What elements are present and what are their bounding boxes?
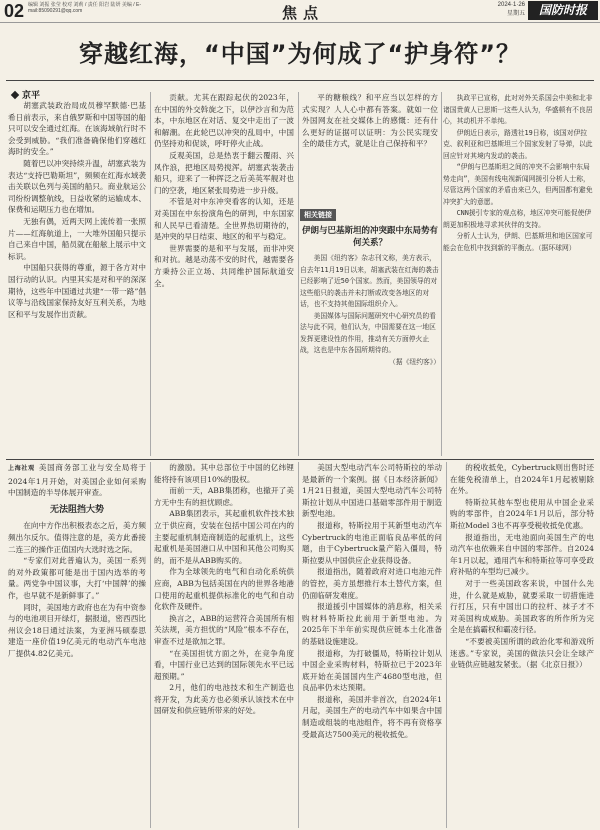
paragraph: 不管是对中东冲突看客的认知，还是对美国在中东扮演角色的研判，中东国家和人民早已看清楚。全世界热切期待的，是冲突的早日结束、地区的和平与稳定。 [154,197,294,242]
newspaper-logo: 国防时报 [528,1,598,20]
paragraph: 伊朗近日表示，路透社19日称，该国对伊拉克、叙利亚和巴基斯坦三个国家发射了导弹，以此回应针对其境内发动的袭击。 [443,128,593,160]
paragraph: “在美国担忧方面之外，在竞争角度看，中国行业已达到的国际领先水平已远超预期。” [154,648,294,681]
headline: 穿越红海，“中国”为何成了“护身符”？ [78,40,522,68]
paragraph: 贡献。尤其在跟踪起伏的2023年，在中国的外交斡旋之下，以伊沙言和为范本，中东地区在对话、复交中走出了一波和解潮。在此轮巴以冲突的乱局中，中国仍坚持劝和促谈，呼吁停火止战。 [154,93,294,149]
masthead [0,0,600,23]
paragraph: 换言之，ABB的运营符合美国所有相关法规，美方担忧的“风险”根本不存在，审查不过是欲加之罪。 [154,613,294,646]
column-divider [446,462,447,828]
paragraph: “不要被美国所谓的政治化零和游戏所迷惑。”专家说，美国的做法只会让全球产业链供应链越发紧张。（据《北京日报》） [450,636,594,670]
paragraph: 胡塞武装政治局成员穆罕默德·巴基希日前表示，来自俄罗斯和中国等国的船只可以安全通过红海。在该海域航行时不会受到威胁。“我们准备确保他们穿越红海时的安全。” [8,101,146,157]
paragraph: 中国船只获得的尊重，源于各方对中国行动的认识。内里其实是对和平的深深期待，这些年中国通过共建“一带一路”倡议等与沿线国家保持友好互利关系，为地区和平与发展作出贡献。 [8,263,146,319]
paragraph: 执政平已宣称，此对对外关系国会中美和北非诸国贵黄人已思斯一这些人认为，华盛顿有不良居心，其动机并不单纯。 [443,94,593,125]
paragraph: 报道称，美国并非首次，自2024年1月起，美国生产的电动汽车中如果含中国制造或组装的电池组件，将不再有资格享受最高达7500美元的税收抵免。 [302,694,442,739]
paragraph: “专家们对此普遍认为，美国一系列的对外政策都可能是出于国内选举的考量。两党争中国议事，大打‘中国牌’的操作，也早就不是新鲜事了。” [8,556,146,600]
paragraph: 随着巴以冲突持续升温，胡塞武装为表达“支持巴勒斯坦”，频频在红海水域袭击关联以色列与美国的船只。商业航运公司纷纷调整航线，日益收紧的运输成本、保费和运期压力也在增加。 [8,158,146,215]
editor-credits: 编辑 刘振 张莹 校对 刘莉 / 责任 阳岩 陆妍 美编 / E-mail:85090291@qq.com [28,2,142,14]
section-rule [6,459,594,460]
paragraph: CNN援引专家的观点称，地区冲突可能促使伊朗更加积极地寻求其伙伴的支持。 [443,209,592,229]
lower-column-2 [154,462,294,828]
paragraph: ABB集团表示，其起重机软件技术独立于供应商，安装在包括中国公司在内的主要起重机制造商制造的起重机上，这些起重机是美国港口从中国和其他公司购买的，而不是从ABB购买的。 [154,509,294,565]
subheading: 无法阻挡大势 [49,504,104,515]
paragraph [8,462,146,499]
paragraph: 报道称，为打破僵局，特斯拉计划从中国企业采购材料，特斯拉已于2023年底开始在美国国内生产4680型电池，但良品率仍未达预期。 [302,648,442,693]
lower-column-3 [302,462,442,828]
lower-column-1 [8,462,146,828]
paragraph: 美国媒体与国际问题研究中心研究员的看法与此不同，他们认为，中国需要在这一地区发挥更建设性的作用，推动有关方面停火止战，这也是中东各国所期待的。 [300,311,436,354]
article-column-1 [8,100,146,456]
paragraph: 美国《纽约客》杂志刊文称，美方表示，自去年11月19日以来，胡塞武装在红海的袭击已经影响了近50个国家。然而，美国领导的对这些船只的袭击并未打断或改变各地区的对话，也不支持其他国际组织介入。 [300,254,439,308]
related-link-text [300,253,440,368]
paragraph: 在向中方作出积极表态之后，美方频频出尔反尔。值得注意的是，美方此番接二连三的操作正值国内大选时选之际。 [8,521,146,554]
column-divider [150,462,151,828]
paragraph: 分析人士认为，伊朗、巴基斯坦和地区国家可能会在危机中找到新的平衡点。（据环球网） [443,232,593,252]
paragraph: 报道援引中国媒体的消息称，相关采购材料特斯拉此前用于新型电池。为2025年下半年前实现供应链本土化准备的基础设施建设。 [302,602,442,646]
paragraph: 报道指出，随着政府对进口电池元件的管控，美方虽想推行本土替代方案，但仍面临研发难度。 [302,567,442,600]
related-link-tag: 相关链接 [300,209,336,221]
paragraph: 反观美国，总是热衷于翻云覆雨、兴风作浪，把地区局势搅浑。胡塞武装袭击船只，迎来了一种挥泛之后美英军舰对也门的空袭，地区紧张局势进一步升级。 [154,150,294,195]
date: 2024·1·26 [497,2,525,8]
related-link-title: 伊朗与巴基斯坦的冲突跟中东局势有何关系？ [301,226,438,248]
paragraph: 美国大型电动汽车公司特斯拉的举动是最新的一个案例。据《日本经济新闻》1月21日报道，美国大型电动汽车公司特斯拉计划从中国进口基础零部件用于制造新型电池。 [302,463,442,519]
lower-column-4 [450,462,594,828]
section-title: 焦点 [282,4,325,22]
paragraph: 作为全球领先的电气和自动化系统供应商，ABB为包括美国在内的世界各地港口使用的起重机提供标准化的电气和自动化软件及硬件。 [154,567,294,612]
column-divider [298,92,299,456]
paragraph: 报道称，特斯拉用于其新型电动汽车Cybertruck的电池正面临良品率低的问题，由于Cybertruck量产陷入僵局，特斯拉要从中国供应企业获得设备。 [302,520,442,565]
side-column [443,93,595,453]
paragraph: 平的糖粮线？和平应当以怎样的方式实现？人人心中都有答案。就如一位外国网友在社交媒体上的感慨：还有什么更好的证据可以证明：为公民实现安全的最佳方式，就是让自己保持和平？ [302,93,438,149]
article-column-3 [302,92,438,198]
paragraph: 报道指出，无电池面向美国生产的电动汽车也依赖来自中国的零部件。自2024年1月以起，通用汽车和特斯拉等可享受政府补贴的车型均已减少。 [450,532,594,577]
paragraph: 世界需要的是和平与发展，而非冲突和对抗。越是动荡不安的时代，越需要各方秉持公正立场、共同维护国际航道安全。 [154,243,294,288]
byline-marker-icon [11,91,19,99]
paragraph: 2月，他们的电池技术和生产制造也将开发，为此美方也必须承认该技术在中国研发和供应链所带来的好处。 [154,683,294,716]
related-link-box [300,202,440,502]
page-number: 02 [4,1,25,21]
paragraph: 而前一天，ABB集团称，也撤开了美方无中生有的担忧顾虑。 [154,486,294,507]
headline-rule [6,80,594,81]
paragraph: 对于一些美国政客来说，中国什么先进，什么就是威胁，就要采取一切措施进行打压，只有中国出口的拉杆、袜子才不对美国构成威胁。美国政客的所作所为完全是在搞霸权和霸凌行径。 [450,578,594,635]
paragraph: 同时，美国地方政府也在为有中资参与的电池项目开绿灯，据报道，密西西比州议会18日通过法案，为亚洲马硕泰思建造一座价值19亿美元的电动汽车电池厂提供4.82亿美元。 [8,602,146,658]
weekday: 星期五 [506,11,525,17]
byline-author: 京平 [22,91,41,101]
column-divider [150,92,151,456]
paragraph: “伊朗与巴基斯坦之间的冲突不会影响中东局势走向”，美国有线电视新闻网援引分析人士称，尽管这两个国家的矛盾由来已久，但两国都有避免冲突扩大的意愿。 [443,163,593,206]
column-divider [298,462,299,828]
paragraph: 的税收抵免，Cybertruck则出售时还在能免税清单上，自2024年1月起被剔除在外。 [450,463,594,496]
issue-date [475,1,525,19]
paragraph: 的激励。其中总部位于中国的亿纬锂能将持有该项目10%的股权。 [154,463,294,484]
source-tag: 上海社观 [8,466,35,472]
paragraph: 无独有偶，近两天网上流传着一张照片——红海航道上，一大堆外国船只提示自己来自中国，船员就在船舷上展示中文标识。 [8,216,146,261]
article-column-2 [154,92,294,456]
column-divider [441,92,442,456]
credit: （据《纽约客》） [389,357,440,366]
paragraph: 特斯拉其他车型也使用从中国企业采购的零部件，自2024年1月以后，部分特斯拉Model 3也不再享受税收抵免优惠。 [450,497,594,530]
lead-text: 美国商务部工业与安全局将于2024年1月开始，对美国企业如何采购中国制造的半导体展开审查。 [8,463,146,498]
